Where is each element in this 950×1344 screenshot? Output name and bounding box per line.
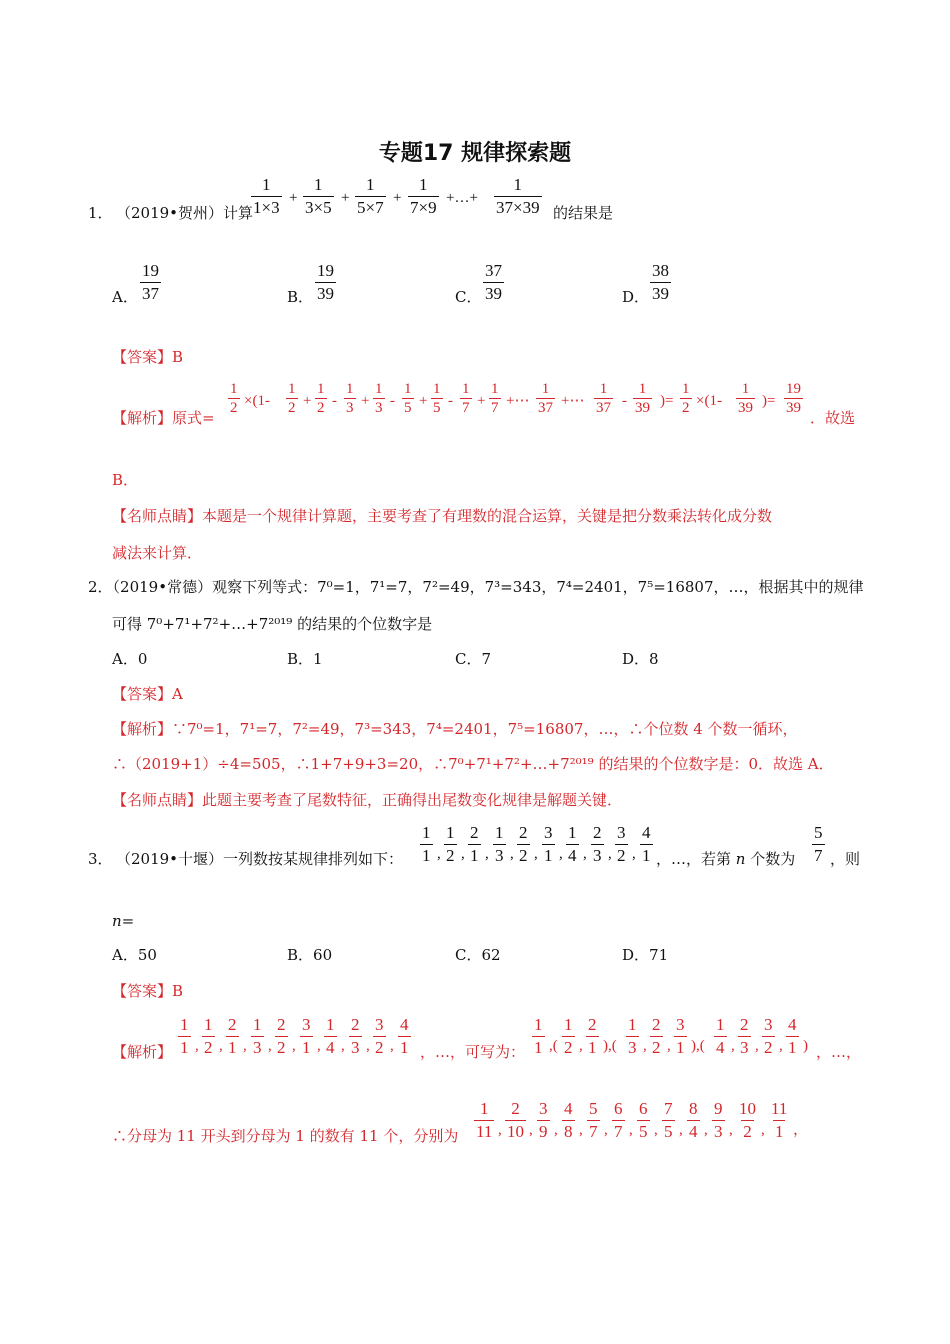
seq-fraction: 2 2 [519,823,528,865]
seq-fraction: 8 4 [689,1099,698,1141]
seq-fraction: 3 2 [764,1015,773,1057]
q2-analysis-2: ∴（2019+1）÷4=505，∴1+7+9+3=20，∴7⁰+7¹+7²+…+7²⁰¹⁹ 的结果的个位数字是：0．故选 A． [112,755,834,773]
formula-op: - [390,393,395,409]
q1-frac-3: 1 5×7 [357,175,384,217]
q1-source: （2019•贺州）计算 [116,204,254,222]
seq-fraction: 2 1 [228,1015,237,1057]
seq-fraction: 2 3 [593,823,602,865]
formula-term: 1 3 [375,381,383,416]
formula-eq: )= [762,393,776,409]
q3-rewrite: ，…，可写为： [420,1043,526,1061]
q1-option-a: 19 37 [142,261,159,303]
formula-term: 1 7 [491,381,499,416]
seq-fraction: 11 1 [771,1099,788,1141]
seq-fraction: 1 3 [253,1015,262,1057]
seq-fraction: 9 3 [714,1099,723,1141]
seq-fraction: 10 2 [739,1099,756,1141]
formula-result: 19 39 [786,381,801,416]
formula-half: 1 2 [230,381,238,416]
q1-option-a-label: A． [112,288,138,306]
seq-fraction: 2 3 [351,1015,360,1057]
seq-fraction: 7 5 [664,1099,673,1141]
q3-end-dots: ，…， [816,1043,862,1061]
seq-fraction: 5 7 [589,1099,598,1141]
q1-number: 1． [88,204,113,222]
q1-analysis-tail: ．故选 [810,409,856,427]
seq-fraction: 2 1 [470,823,479,865]
seq-fraction: 1 4 [326,1015,335,1057]
q2-answer: 【答案】A [112,685,183,703]
formula-term: 1 2 [317,381,325,416]
q2-analysis-1: 【解析】∵7⁰=1，7¹=7，7²=49，7³=343，7⁴=2401，7⁵=16807，…，∴个位数 4 个数一循环， [112,720,798,738]
q1-plus: + [289,190,298,206]
seq-fraction: 1 2 [446,823,455,865]
q1-option-b: 19 39 [317,261,334,303]
q1-frac-2: 1 3×5 [305,175,332,217]
q1-plus: + [341,190,350,206]
formula-term: 1 5 [404,381,412,416]
q1-option-c-label: C． [455,288,482,306]
q1-option-c: 37 39 [485,261,502,303]
q3-end: ，则 [830,850,861,868]
q1-frac-1: 1 1×3 [253,175,280,217]
seq-fraction: 4 1 [642,823,651,865]
q3-option-b: B．60 [287,946,333,964]
q1-option-d-label: D． [622,288,650,306]
formula-term: 1 7 [462,381,470,416]
q3-analysis-label: 【解析】 [112,1043,173,1061]
formula-op: +⋯ [506,393,530,409]
seq-fraction: 2 3 [740,1015,749,1057]
page-title: 专题17 规律探索题 [378,141,572,166]
seq-fraction: 1 1 [180,1015,189,1057]
seq-fraction: 4 1 [788,1015,797,1057]
formula-term: 1 39 [635,381,650,416]
q1-option-b-label: B． [287,288,314,306]
formula-term: 1 37 [596,381,611,416]
q3-n-line: n= [112,912,135,930]
seq-fraction: 2 10 [507,1099,524,1141]
q1-frac-5: 1 37×39 [496,175,540,217]
q2-line2: 可得 7⁰+7¹+7²+…+7²⁰¹⁹ 的结果的个位数字是 [112,615,433,633]
q3-mid: ，…，若第 n 个数为 [656,850,796,868]
seq-fraction: 3 1 [302,1015,311,1057]
q3-seq11: 1 11 , 2 10 , 3 9 , 4 8 , 5 7 , 6 7 , 6 5 , 7 5 , 8 4 , 9 3 , 10 2 , 11 1 ， [476,1099,809,1141]
seq-fraction: 3 9 [539,1099,548,1141]
seq-fraction: 1 3 [495,823,504,865]
seq-fraction: 2 2 [277,1015,286,1057]
formula-term: 1 5 [433,381,441,416]
q1-ellipsis: +…+ [446,190,478,206]
q1-answer: 【答案】B [112,348,184,366]
formula-half: 1 2 [682,381,690,416]
seq-fraction: 6 5 [639,1099,648,1141]
seq-fraction: 1 4 [716,1015,725,1057]
formula-op: - [332,393,337,409]
formula-term: 1 37 [538,381,553,416]
seq-fraction: 3 1 [544,823,553,865]
q3-option-a: A．50 [112,946,157,964]
q3-number: 3． [88,850,113,868]
seq-fraction: 1 1 [534,1015,543,1057]
seq-fraction: 2 2 [652,1015,661,1057]
formula-op: + [303,393,312,409]
seq-fraction: 1 11 [476,1099,493,1141]
q1-analysis-end: B． [112,471,139,489]
q3-option-d: D．71 [622,946,669,964]
q1-frac-4: 1 7×9 [410,175,437,217]
q1-option-d: 38 39 [652,261,669,303]
formula-op: + [477,393,486,409]
q1-plus: + [393,190,402,206]
seq-fraction: 3 1 [676,1015,685,1057]
seq-fraction: 1 4 [568,823,577,865]
q3-grouped-sequence: 1 1 ,( 1 2 , 2 1 ),( 1 3 , 2 2 , 3 1 ),( 1 4 , 2 3 , 3 2 , 4 1 ) [534,1015,808,1057]
q1-tail: 的结果是 [553,204,614,222]
seq-fraction: 1 2 [204,1015,213,1057]
q2-option-d: D．8 [622,650,659,668]
formula-op: - [622,393,627,409]
formula-open: ×(1- [244,393,270,409]
formula-op: + [419,393,428,409]
formula-term: 1 2 [288,381,296,416]
seq-fraction: 3 2 [617,823,626,865]
seq-fraction: 2 1 [588,1015,597,1057]
q3-therefore: ∴分母为 11 开头到分母为 1 的数有 11 个，分别为 [112,1127,459,1145]
q2-option-c: C．7 [455,650,492,668]
formula-last: 1 39 [738,381,753,416]
q1-analysis-label: 【解析】原式= [112,409,215,427]
formula-eq: )= [660,393,674,409]
formula-op: +⋯ [561,393,585,409]
seq-fraction: 1 2 [564,1015,573,1057]
seq-fraction: 1 3 [628,1015,637,1057]
seq-fraction: 6 7 [614,1099,623,1141]
q2-tip: 【名师点睛】此题主要考查了尾数特征，正确得出尾数变化规律是解题关键． [112,791,623,809]
formula-open: ×(1- [696,393,722,409]
q2-option-a: A．0 [112,650,148,668]
q3-target-fraction: 5 7 [814,823,823,865]
seq-fraction: 3 2 [375,1015,384,1057]
formula-op: + [361,393,370,409]
q3-source: （2019•十堰）一列数按某规律排列如下： [116,850,404,868]
seq-fraction: 1 1 [422,823,431,865]
q1-tip: 【名师点睛】本题是一个规律计算题，主要考查了有理数的混合运算，关键是把分数乘法转化成分数 [112,507,773,525]
q2-option-b: B．1 [287,650,323,668]
q3-sequence: 1 1 , 1 2 , 2 1 , 1 3 , 2 2 , 3 1 , 1 4 , 2 3 , 3 2 , 4 1 [422,823,651,865]
formula-term: 1 3 [346,381,354,416]
seq-fraction: 4 1 [400,1015,409,1057]
q3-analysis-sequence: 1 1 , 1 2 , 2 1 , 1 3 , 2 2 , 3 1 , 1 4 , 2 3 , 3 2 , 4 1 [180,1015,409,1057]
q3-option-c: C．62 [455,946,501,964]
formula-op: - [448,393,453,409]
q3-answer: 【答案】B [112,982,184,1000]
q2-line1: 2．（2019•常德）观察下列等式：7⁰=1，7¹=7，7²=49，7³=343，7⁴=2401，7⁵=16807，…，根据其中的规律 [88,578,864,596]
seq-fraction: 4 8 [564,1099,573,1141]
q1-tip-cont: 减法来计算． [112,544,203,562]
q1-analysis-formula [228,378,868,430]
